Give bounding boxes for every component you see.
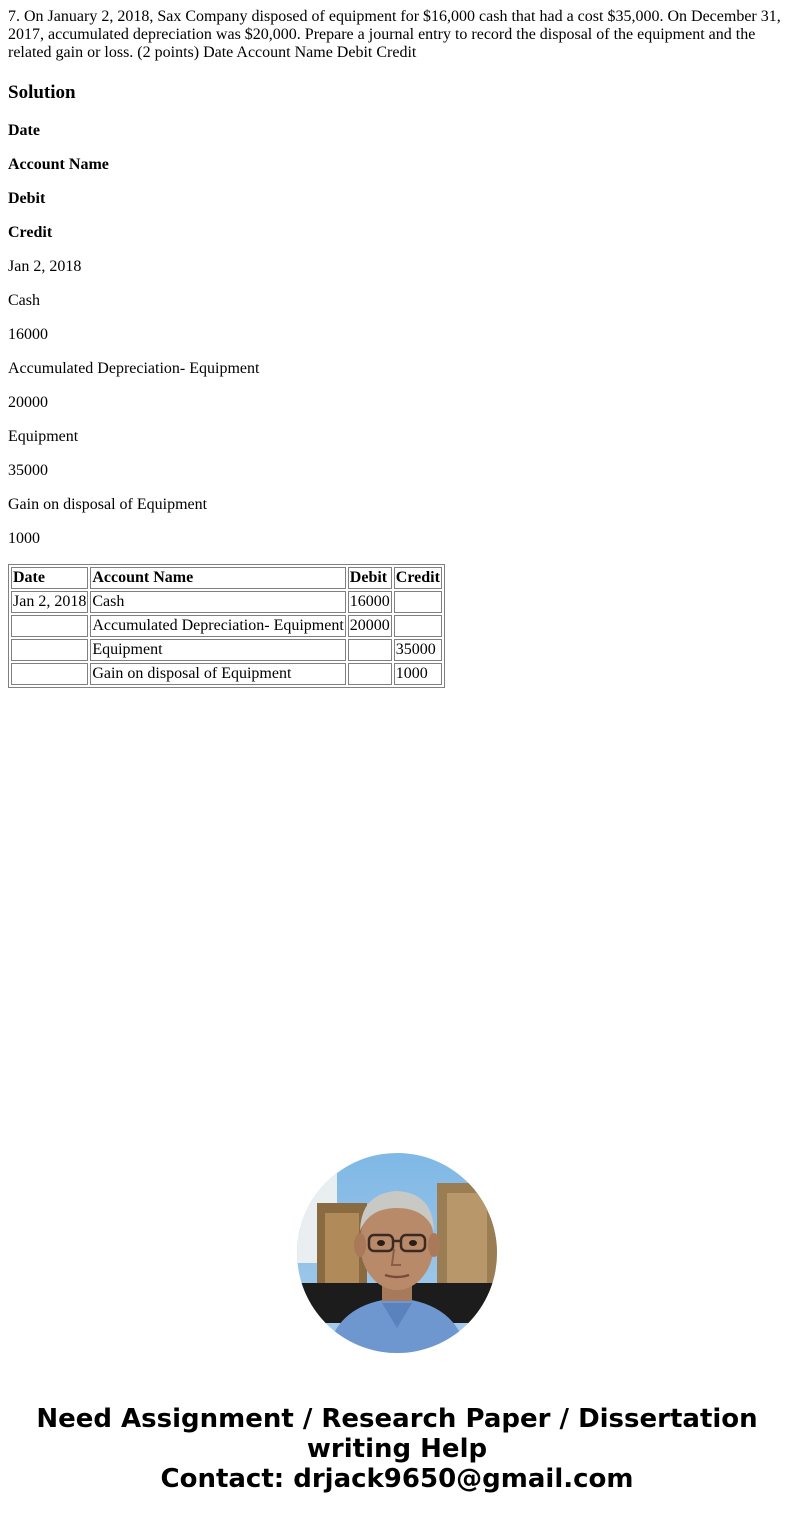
line-account: Accumulated Depreciation- Equipment bbox=[8, 360, 260, 377]
cell-account: Cash bbox=[90, 591, 345, 613]
document-body bbox=[0, 0, 794, 688]
line-amount: 16000 bbox=[8, 326, 48, 343]
journal-entry-table bbox=[8, 564, 445, 688]
cell-account: Equipment bbox=[90, 639, 345, 661]
footer-line-2: writing Help bbox=[306, 1434, 488, 1464]
cell-credit: 35000 bbox=[394, 639, 442, 661]
header-credit: Credit bbox=[8, 224, 53, 241]
line-amount: 20000 bbox=[8, 394, 48, 411]
table-row bbox=[11, 663, 442, 685]
cell-date bbox=[11, 663, 88, 685]
cell-debit: 20000 bbox=[348, 615, 392, 637]
line-account: Equipment bbox=[8, 428, 79, 445]
table-row bbox=[11, 591, 442, 613]
table-header-debit: Debit bbox=[348, 567, 392, 589]
cell-date bbox=[11, 639, 88, 661]
table-header-row bbox=[11, 567, 442, 589]
cell-credit: 1000 bbox=[394, 663, 442, 685]
cell-debit: 16000 bbox=[348, 591, 392, 613]
header-account-name: Account Name bbox=[8, 156, 109, 173]
line-amount: 35000 bbox=[8, 462, 48, 479]
cell-credit bbox=[394, 591, 442, 613]
line-account: Cash bbox=[8, 292, 40, 309]
cell-debit bbox=[348, 639, 392, 661]
cell-credit bbox=[394, 615, 442, 637]
footer-promo bbox=[0, 1404, 794, 1494]
header-date: Date bbox=[8, 122, 40, 139]
cell-debit bbox=[348, 663, 392, 685]
cell-account: Accumulated Depreciation- Equipment bbox=[90, 615, 345, 637]
table-header-date: Date bbox=[11, 567, 88, 589]
author-photo-icon bbox=[297, 1153, 497, 1353]
solution-heading: Solution bbox=[8, 82, 76, 103]
cell-date bbox=[11, 615, 88, 637]
header-debit: Debit bbox=[8, 190, 46, 207]
table-header-credit: Credit bbox=[394, 567, 442, 589]
line-date: Jan 2, 2018 bbox=[8, 258, 82, 275]
table-row bbox=[11, 639, 442, 661]
line-account: Gain on disposal of Equipment bbox=[8, 496, 208, 513]
table-header-account: Account Name bbox=[90, 567, 345, 589]
cell-date: Jan 2, 2018 bbox=[11, 591, 88, 613]
line-amount: 1000 bbox=[8, 530, 40, 547]
author-avatar bbox=[297, 1153, 497, 1353]
cell-account: Gain on disposal of Equipment bbox=[90, 663, 345, 685]
table-row bbox=[11, 615, 442, 637]
question-text: 7. On January 2, 2018, Sax Company disposed of equipment for $16,000 cash that had a cost $35,000. On December 31, 2017, accumulated depreciation was $20,000. Prepare a journal entry to record the disposal of the equipment and the related gain or loss. (2 points) Date Account Name Debit Credit bbox=[8, 8, 781, 61]
footer-line-1: Need Assignment / Research Paper / Dissertation bbox=[36, 1404, 758, 1434]
footer-contact: Contact: drjack9650@gmail.com bbox=[160, 1464, 634, 1494]
